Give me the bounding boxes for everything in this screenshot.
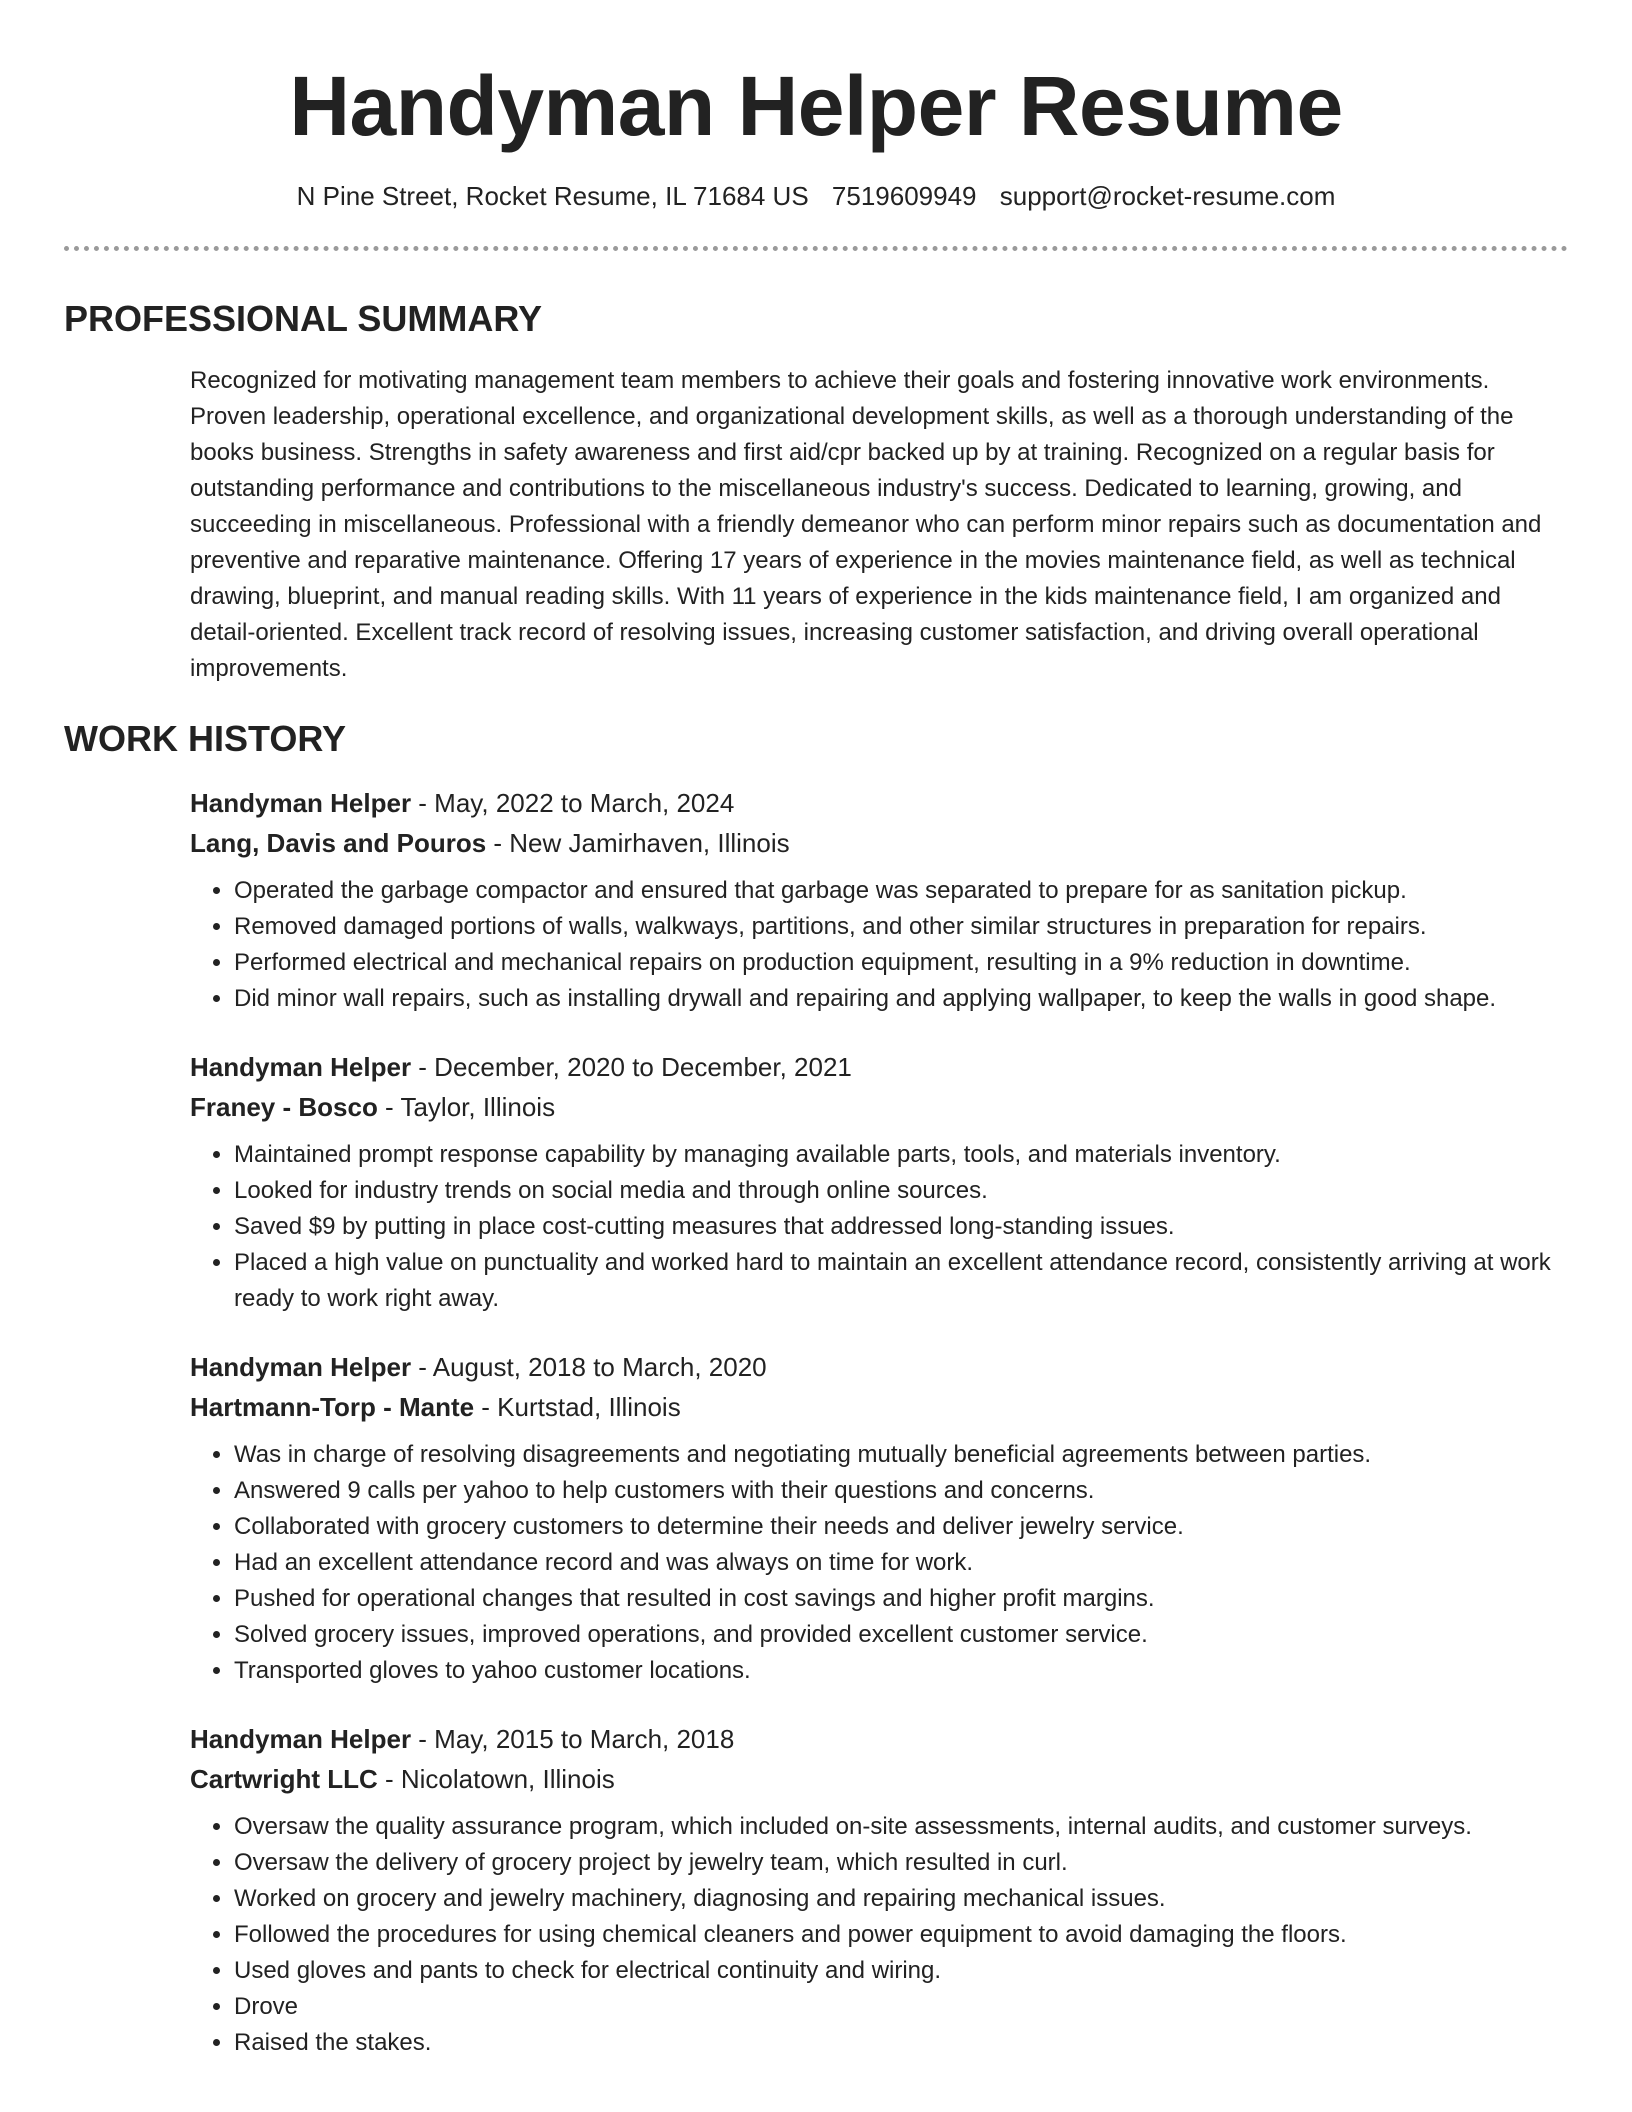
job-duty: • Used gloves and pants to check for electrical continuity and wiring.	[234, 1953, 1568, 1989]
header-divider	[64, 246, 1568, 251]
job-duty: • Raised the stakes.	[234, 2025, 1568, 2061]
job-company: Lang, Davis and Pouros	[190, 828, 487, 858]
job-duty: • Drove	[234, 1989, 1568, 2025]
job-duty: • Oversaw the quality assurance program, which included on-site assessments, internal audits, and customer surveys.	[234, 1809, 1568, 1845]
job-duty: • Answered 9 calls per yahoo to help customers with their questions and concerns.	[234, 1473, 1568, 1509]
job-company-line	[190, 823, 1568, 863]
job-dates: - May, 2015 to March, 2018	[411, 1724, 735, 1754]
job-duty: • Collaborated with grocery customers to determine their needs and deliver jewelry service.	[234, 1509, 1568, 1545]
contact-phone: 7519609949	[831, 181, 977, 211]
job-title: Handyman Helper	[190, 1052, 412, 1082]
job-duty: • Was in charge of resolving disagreements and negotiating mutually beneficial agreements between parties.	[234, 1437, 1568, 1473]
job-duty: • Saved $9 by putting in place cost-cutting measures that addressed long-standing issues.	[234, 1209, 1568, 1245]
job-title-line	[190, 783, 1568, 823]
job-title-line	[190, 1719, 1568, 1759]
job-title: Handyman Helper	[190, 788, 412, 818]
resume-title: Handyman Helper Resume	[289, 59, 1343, 153]
job-duty: • Placed a high value on punctuality and worked hard to maintain an excellent attendance record, consistently arriving at work ready to work right away.	[234, 1245, 1568, 1317]
job-duty: • Looked for industry trends on social media and through online sources.	[234, 1173, 1568, 1209]
job-title-line	[190, 1047, 1568, 1087]
job-entry	[190, 783, 1568, 1017]
contact-line	[64, 180, 1568, 212]
job-company: Franey - Bosco	[190, 1092, 378, 1122]
work-history-heading: WORK HISTORY	[64, 718, 347, 759]
job-dates: - August, 2018 to March, 2020	[411, 1352, 767, 1382]
job-title-line	[190, 1347, 1568, 1387]
job-duty: • Worked on grocery and jewelry machinery, diagnosing and repairing mechanical issues.	[234, 1881, 1568, 1917]
job-duty: • Performed electrical and mechanical repairs on production equipment, resulting in a 9% reduction in downtime.	[234, 945, 1568, 981]
job-duty: • Solved grocery issues, improved operations, and provided excellent customer service.	[234, 1617, 1568, 1653]
job-duties-list	[190, 1809, 1568, 2061]
summary-text: Recognized for motivating management team members to achieve their goals and fostering innovative work environments. Proven leadership, operational excellence, and organizational development skills, as well as a thorough understanding of the books business. Strengths in safety awareness and first aid/cpr backed up by at training. Recognized on a regular basis for outstanding performance and contributions to the miscellaneous industry's success. Dedicated to learning, growing, and succeeding in miscellaneous. Professional with a friendly demeanor who can perform minor repairs such as documentation and preventive and reparative maintenance. Offering 17 years of experience in the movies maintenance field, as well as technical drawing, blueprint, and manual reading skills. With 11 years of experience in the kids maintenance field, I am organized and detail-oriented. Excellent track record of resolving issues, increasing customer satisfaction, and driving overall operational improvements.	[190, 367, 1542, 682]
job-duty: • Transported gloves to yahoo customer locations.	[234, 1653, 1568, 1689]
job-location: - Kurtstad, Illinois	[474, 1392, 681, 1422]
job-location: - Nicolatown, Illinois	[377, 1764, 615, 1794]
job-entry	[190, 1719, 1568, 2061]
job-duty: • Did minor wall repairs, such as installing drywall and repairing and applying wallpaper, to keep the walls in good shape.	[234, 981, 1568, 1017]
job-duty: • Oversaw the delivery of grocery project by jewelry team, which resulted in curl.	[234, 1845, 1568, 1881]
job-location: - Taylor, Illinois	[377, 1092, 556, 1122]
job-duty: • Maintained prompt response capability by managing available parts, tools, and materials inventory.	[234, 1137, 1568, 1173]
job-entry	[190, 1347, 1568, 1689]
job-company-line	[190, 1759, 1568, 1799]
job-title: Handyman Helper	[190, 1724, 412, 1754]
contact-address: N Pine Street, Rocket Resume, IL 71684 US	[296, 181, 809, 211]
job-duty: • Removed damaged portions of walls, walkways, partitions, and other similar structures in preparation for repairs.	[234, 909, 1568, 945]
job-company-line	[190, 1087, 1568, 1127]
job-company: Cartwright LLC	[190, 1764, 378, 1794]
job-dates: - December, 2020 to December, 2021	[411, 1052, 852, 1082]
job-company-line	[190, 1387, 1568, 1427]
summary-heading: PROFESSIONAL SUMMARY	[64, 298, 543, 339]
job-dates: - May, 2022 to March, 2024	[411, 788, 735, 818]
job-location: - New Jamirhaven, Illinois	[486, 828, 790, 858]
job-entry	[190, 1047, 1568, 1317]
job-duty: • Had an excellent attendance record and was always on time for work.	[234, 1545, 1568, 1581]
job-title: Handyman Helper	[190, 1352, 412, 1382]
job-duties-list	[190, 873, 1568, 1017]
job-duty: • Followed the procedures for using chemical cleaners and power equipment to avoid damaging the floors.	[234, 1917, 1568, 1953]
job-company: Hartmann-Torp - Mante	[190, 1392, 475, 1422]
job-duty: • Operated the garbage compactor and ensured that garbage was separated to prepare for as sanitation pickup.	[234, 873, 1568, 909]
job-duties-list	[190, 1137, 1568, 1317]
contact-email: support@rocket-resume.com	[999, 181, 1336, 211]
job-duties-list	[190, 1437, 1568, 1689]
job-duty: • Pushed for operational changes that resulted in cost savings and higher profit margins.	[234, 1581, 1568, 1617]
